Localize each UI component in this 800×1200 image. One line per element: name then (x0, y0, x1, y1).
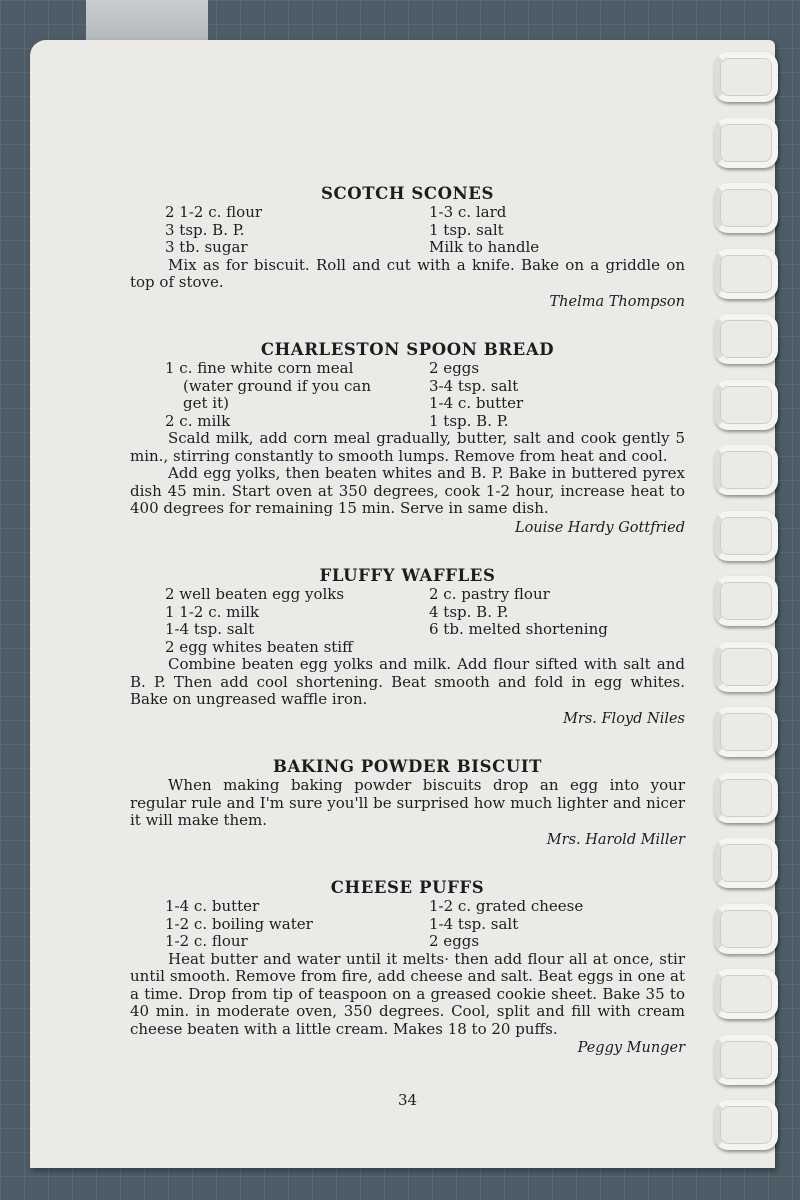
recipe-fluffy-waffles (130, 567, 685, 728)
ingredient: 1-4 c. butter (165, 897, 260, 915)
ingredient: Milk to handle (429, 238, 540, 256)
ingredient: 1-3 c. lard (429, 203, 507, 221)
ingredients-right (429, 360, 685, 430)
binding-coil (714, 118, 778, 168)
ingredient: 1 tsp. salt (429, 220, 504, 239)
recipe-instructions: Add egg yolks, then beaten whites and B. P. Bake in buttered pyrex dish 45 min. Start oven at 350 degrees, cook 1-2 hour, increase heat to 400 degrees for remaining 15 min. Serve in same dish. (130, 464, 685, 517)
recipe-author: Mrs. Floyd Niles (563, 710, 685, 727)
recipe-author: Mrs. Harold Miller (546, 831, 685, 848)
binding-coil (714, 1100, 778, 1150)
ingredient: 1-2 c. grated cheese (429, 897, 584, 915)
binding-coil (714, 445, 778, 495)
recipe-title: CHARLESTON SPOON BREAD (260, 340, 555, 359)
ingredients-left (130, 360, 429, 430)
binding-coil (714, 380, 778, 430)
binding-coil (714, 52, 778, 102)
binding-coil (714, 511, 778, 561)
ingredient: 4 tsp. B. P. (429, 602, 509, 621)
recipe-charleston-spoon-bread (130, 341, 685, 537)
ingredient: 3 tsp. B. P. (165, 220, 245, 239)
recipe-instructions: Mix as for biscuit. Roll and cut with a knife. Bake on a griddle on top of stove. (130, 255, 685, 291)
recipe-instructions: Scald milk, add corn meal gradually, butter, salt and cook gently 5 min., stirring constantly to smooth lumps. Remove from heat and cool. (130, 429, 685, 465)
recipe-scotch-scones (130, 185, 685, 311)
ingredient: 2 1-2 c. flour (165, 203, 263, 221)
binding-coil (714, 249, 778, 299)
binding-coil (714, 183, 778, 233)
binding-coil (714, 838, 778, 888)
binding-coil (714, 642, 778, 692)
ingredient: 2 eggs (429, 359, 480, 377)
recipe-author: Louise Hardy Gottfried (514, 519, 685, 536)
recipe-author: Thelma Thompson (549, 293, 685, 310)
binding-coil (714, 773, 778, 823)
binding-coil (714, 576, 778, 626)
ingredient: 1-4 tsp. salt (429, 914, 519, 933)
ingredients-left (130, 586, 429, 639)
recipe-title: CHEESE PUFFS (330, 878, 485, 897)
ingredient: 2 c. milk (165, 411, 231, 430)
recipe-cheese-puffs (130, 879, 685, 1058)
ingredient: 2 c. pastry flour (429, 585, 550, 603)
page-number: 34 (397, 1091, 418, 1109)
page-content (130, 184, 685, 1109)
ingredient: 1 tsp. B. P. (429, 411, 509, 430)
ingredients (130, 586, 685, 639)
ingredient: 1-4 tsp. salt (165, 620, 255, 638)
ingredients (130, 360, 685, 430)
cookbook-page (30, 40, 775, 1168)
binding-coil (714, 969, 778, 1019)
ingredients-left (130, 204, 429, 257)
ingredient: 1 1-2 c. milk (165, 602, 260, 621)
ingredients-right (429, 586, 685, 639)
ingredients (130, 898, 685, 951)
ingredient: 2 eggs (429, 932, 480, 950)
recipe-author: Peggy Munger (577, 1040, 685, 1056)
ingredient: 3-4 tsp. salt (429, 376, 519, 395)
recipe-title: SCOTCH SCONES (321, 184, 494, 203)
spiral-binding (706, 52, 796, 1168)
ingredient: 6 tb. melted shortening (429, 620, 608, 638)
recipe-instructions: Heat butter and water until it melts· then add flour all at once, stir until smooth. Remove from fire, add cheese and salt. Beat eggs in one at a time. Drop from tip of teaspoon on a greased cookie sheet. Bake 35 to 40 min. in moderate oven, 350 degrees. Cool, split and fill with cream cheese beaten with a little cream. Makes 18 to 20 puffs. (130, 949, 685, 1038)
ingredient: 2 egg whites beaten stiff (165, 637, 353, 656)
recipe-title: BAKING POWDER BISCUIT (272, 757, 543, 776)
ingredient: 1-2 c. boiling water (165, 914, 313, 933)
ingredient: 1 c. fine white corn meal (165, 359, 354, 377)
recipe-instructions: Combine beaten egg yolks and milk. Add flour sifted with salt and B. P. Then add cool shortening. Beat smooth and fold in egg whites. Bake on ungreased waffle iron. (130, 655, 685, 708)
recipe-instructions: When making baking powder biscuits drop an egg into your regular rule and I'm sure you'll be surprised how much lighter and nicer it will make them. (130, 776, 685, 829)
ingredient-note: (water ground if you can (183, 376, 372, 395)
ingredients (130, 204, 685, 257)
ingredients-left (130, 898, 429, 951)
binding-coil (714, 707, 778, 757)
ingredients-right (429, 204, 685, 257)
ingredient: 1-4 c. butter (429, 394, 524, 412)
binding-coil (714, 1035, 778, 1085)
binding-coil (714, 904, 778, 954)
ingredients-right (429, 898, 685, 951)
ingredient: 3 tb. sugar (165, 238, 248, 256)
ingredient: 2 well beaten egg yolks (165, 585, 345, 603)
recipe-title: FLUFFY WAFFLES (319, 566, 496, 585)
binding-coil (714, 314, 778, 364)
recipe-baking-powder-biscuit (130, 758, 685, 849)
ingredient-note: get it) (183, 394, 229, 412)
ingredient: 1-2 c. flour (165, 932, 248, 950)
